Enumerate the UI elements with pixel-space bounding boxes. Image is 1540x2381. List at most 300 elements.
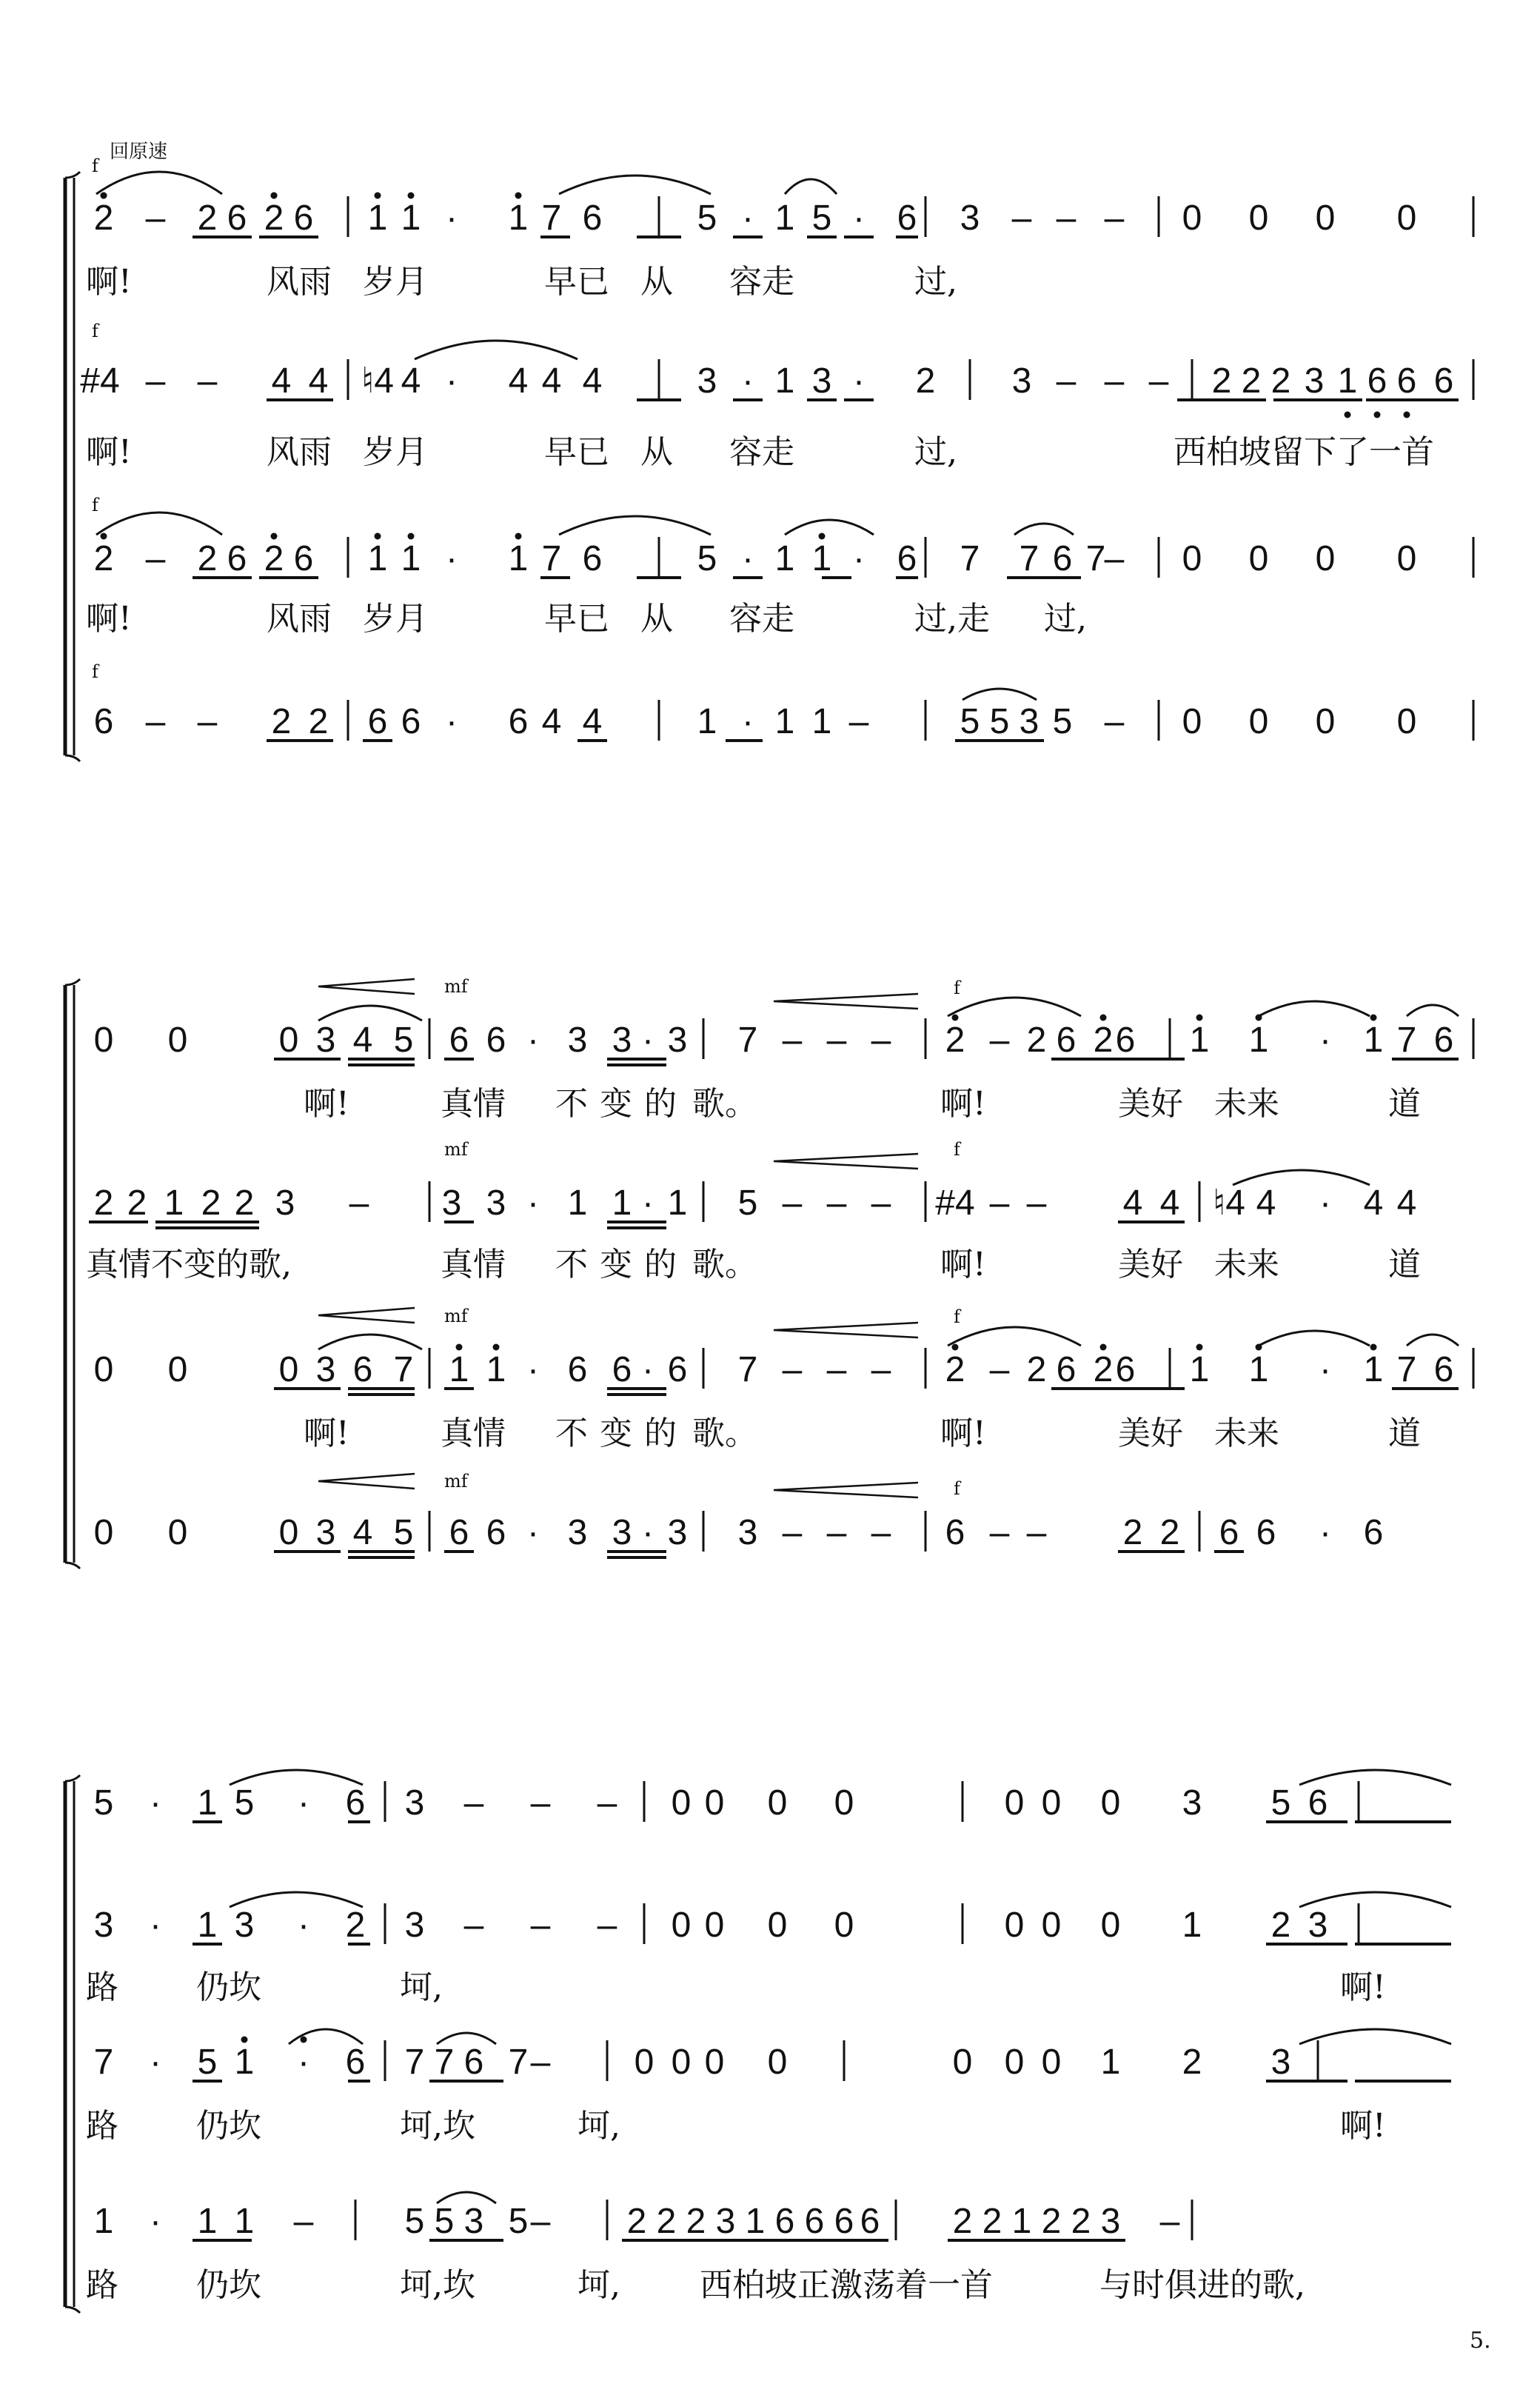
jianpu-note: – <box>871 1183 891 1223</box>
jianpu-note: 7 <box>93 2043 114 2082</box>
jianpu-note: 1 <box>93 2202 114 2241</box>
jianpu-note: 5 <box>197 2043 218 2082</box>
jianpu-note: 1 <box>1100 2043 1121 2082</box>
jianpu-note: 6 <box>945 1513 965 1552</box>
lyric-text: 啊! <box>940 1246 986 1283</box>
octave-dot <box>515 193 522 199</box>
jianpu-note: 6 <box>227 198 247 238</box>
jianpu-note: – <box>145 198 166 238</box>
jianpu-note: – <box>826 1513 847 1552</box>
jianpu-note: 3 <box>1308 1906 1328 1945</box>
dynamic-mark: f <box>92 156 98 176</box>
jianpu-note: · <box>446 702 458 741</box>
jianpu-note: 5 <box>93 1783 114 1823</box>
jianpu-note: 1 <box>1337 361 1358 401</box>
jianpu-note: 2 <box>626 2202 647 2241</box>
jianpu-note: 3 <box>960 198 980 238</box>
jianpu-note: 1 <box>197 2202 218 2241</box>
jianpu-note: 3 <box>1019 702 1040 741</box>
jianpu-note: 1 <box>612 1183 632 1223</box>
jianpu-note: 0 <box>278 1021 299 1060</box>
jianpu-note: 5 <box>989 702 1010 741</box>
lyric-text: 美好 <box>1118 1085 1183 1123</box>
lyric-text: 路 <box>86 2266 118 2304</box>
jianpu-note: 0 <box>952 2043 973 2082</box>
slur-arc <box>962 689 1037 700</box>
jianpu-note: 4 <box>1256 1183 1276 1223</box>
lyric-text: 早已 <box>544 433 609 471</box>
jianpu-note: 3 <box>1182 1783 1202 1823</box>
jianpu-note: 1 <box>697 702 717 741</box>
jianpu-note: 1 <box>1248 1021 1269 1060</box>
lyric-text: 啊! <box>1340 1968 1386 2006</box>
jianpu-note: – <box>145 702 166 741</box>
jianpu-note: 6 <box>667 1350 688 1389</box>
slur-arc <box>785 179 837 194</box>
jianpu-note: – <box>782 1513 803 1552</box>
jianpu-note: 1 <box>234 2202 255 2241</box>
jianpu-note: 0 <box>1315 198 1336 238</box>
octave-dot <box>952 1015 959 1021</box>
jianpu-note: – <box>349 1183 369 1223</box>
jianpu-note: 4 <box>1122 1183 1143 1223</box>
slur-arc <box>559 176 711 194</box>
lyric-text: 啊! <box>940 1085 986 1123</box>
dynamic-mark: f <box>954 1139 960 1160</box>
lyric-text: 坷, <box>578 2107 620 2145</box>
jianpu-note: · <box>150 2202 161 2241</box>
jianpu-note: · <box>298 1906 309 1945</box>
jianpu-note: 1 <box>486 1350 506 1389</box>
slur-arc <box>1299 1892 1451 1907</box>
lyric-text: 岁月 <box>363 600 428 638</box>
jianpu-note: 6 <box>897 198 917 238</box>
octave-dot <box>301 2037 307 2043</box>
jianpu-note: 3 <box>1011 361 1032 401</box>
lyric-text: 未来 <box>1214 1246 1279 1283</box>
lyric-text: 坷, <box>400 1968 443 2006</box>
lyric-text: 西柏坡正激荡着一首 <box>700 2266 993 2304</box>
jianpu-note: 1 <box>1189 1021 1210 1060</box>
jianpu-note: 3 <box>93 1906 114 1945</box>
jianpu-note: 4 <box>352 1513 373 1552</box>
jianpu-note: 2 <box>982 2202 1002 2241</box>
jianpu-note: 4 <box>1363 1183 1384 1223</box>
jianpu-note: 1 <box>667 1183 688 1223</box>
jianpu-note: – <box>1056 361 1077 401</box>
jianpu-note: 7 <box>393 1350 414 1389</box>
jianpu-note: 4 <box>1159 1183 1180 1223</box>
jianpu-note: 2 <box>1122 1513 1143 1552</box>
jianpu-note: 6 <box>367 702 388 741</box>
lyric-text: 啊! <box>1340 2107 1386 2145</box>
jianpu-note: 3 <box>667 1021 688 1060</box>
jianpu-note: 1 <box>774 702 795 741</box>
jianpu-note: · <box>742 361 754 401</box>
jianpu-note: 4 <box>352 1021 373 1060</box>
jianpu-note: 6 <box>1115 1350 1136 1389</box>
jianpu-note: 2 <box>197 198 218 238</box>
jianpu-note: 6 <box>401 702 421 741</box>
jianpu-note: 6 <box>345 1783 366 1823</box>
jianpu-note: 5 <box>811 198 832 238</box>
jianpu-note: 6 <box>612 1350 632 1389</box>
jianpu-note: 6 <box>567 1350 588 1389</box>
jianpu-note: 7 <box>1396 1350 1417 1389</box>
jianpu-note: – <box>871 1513 891 1552</box>
lyric-text: 真情 <box>441 1246 506 1283</box>
dynamic-mark: f <box>954 978 960 998</box>
jianpu-note: 6 <box>1056 1021 1077 1060</box>
jianpu-note: – <box>145 539 166 578</box>
lyric-text: 仍坎 <box>196 2266 261 2304</box>
jianpu-note: – <box>1104 361 1125 401</box>
jianpu-note: 6 <box>1433 361 1454 401</box>
jianpu-note: 1 <box>1363 1350 1384 1389</box>
jianpu-note: 0 <box>1100 1783 1121 1823</box>
jianpu-note: – <box>597 1906 617 1945</box>
slur-arc <box>1014 524 1074 535</box>
jianpu-note: 6 <box>352 1350 373 1389</box>
jianpu-note: 0 <box>1315 539 1336 578</box>
jianpu-note: 3 <box>612 1513 632 1552</box>
jianpu-note: 0 <box>1396 198 1417 238</box>
jianpu-note: 0 <box>767 2043 788 2082</box>
dynamic-mark: f <box>92 321 98 341</box>
jianpu-note: 7 <box>737 1350 758 1389</box>
jianpu-note: 1 <box>508 198 529 238</box>
jianpu-note: 7 <box>541 539 562 578</box>
jianpu-note: 7 <box>404 2043 425 2082</box>
jianpu-note: 1 <box>745 2202 766 2241</box>
lyric-text: 容走 <box>729 433 794 471</box>
jianpu-note: 5 <box>393 1021 414 1060</box>
bracket-hook <box>65 2307 80 2313</box>
dynamic-mark: mf <box>444 1471 468 1492</box>
jianpu-note: 0 <box>1041 2043 1062 2082</box>
jianpu-note: 1 <box>774 198 795 238</box>
jianpu-note: – <box>530 2043 551 2082</box>
jianpu-note: 6 <box>774 2202 795 2241</box>
jianpu-note: 2 <box>264 198 284 238</box>
jianpu-note: 0 <box>671 1906 692 1945</box>
jianpu-note: 7 <box>434 2043 455 2082</box>
jianpu-note: 2 <box>1071 2202 1091 2241</box>
jianpu-note: 2 <box>201 1183 221 1223</box>
jianpu-note: 0 <box>93 1350 114 1389</box>
jianpu-note: 7 <box>508 2043 529 2082</box>
jianpu-note: 2 <box>1041 2202 1062 2241</box>
jianpu-note: 1 <box>811 702 832 741</box>
jianpu-note: – <box>463 1906 484 1945</box>
jianpu-note: 0 <box>767 1783 788 1823</box>
octave-dot <box>1404 412 1410 418</box>
jianpu-note: 1 <box>1363 1021 1384 1060</box>
jianpu-note: – <box>530 1783 551 1823</box>
dynamic-mark: mf <box>444 976 468 997</box>
lyric-text: 路 <box>86 2107 118 2145</box>
jianpu-note: – <box>463 1783 484 1823</box>
dynamic-mark: f <box>92 661 98 682</box>
dynamic-mark: f <box>954 1478 960 1499</box>
lyric-text: 过, <box>914 433 957 471</box>
lyric-text: 歌。 <box>692 1415 757 1452</box>
jianpu-note: 3 <box>612 1021 632 1060</box>
jianpu-note: – <box>826 1183 847 1223</box>
jianpu-note: 0 <box>1396 702 1417 741</box>
jianpu-note: – <box>989 1021 1010 1060</box>
jianpu-note: – <box>782 1183 803 1223</box>
dynamic-mark: f <box>954 1306 960 1327</box>
jianpu-note: 2 <box>1026 1350 1047 1389</box>
slur-arc <box>559 516 711 535</box>
lyric-text: 与时俱进的歌, <box>1099 2266 1305 2304</box>
jianpu-note: 0 <box>1041 1906 1062 1945</box>
jianpu-note: 2 <box>93 198 114 238</box>
octave-dot <box>271 193 278 199</box>
jianpu-note: 5 <box>404 2202 425 2241</box>
jianpu-note: 5 <box>434 2202 455 2241</box>
lyric-text: 容走 <box>729 263 794 301</box>
jianpu-note: · <box>446 539 458 578</box>
lyric-text: 道 <box>1388 1415 1421 1452</box>
jianpu-note: 6 <box>1367 361 1387 401</box>
jianpu-note: 2 <box>1211 361 1232 401</box>
lyric-text: 歌。 <box>692 1085 757 1123</box>
lyric-text: 变 <box>600 1246 632 1283</box>
jianpu-note: – <box>1104 198 1125 238</box>
jianpu-note: 7 <box>541 198 562 238</box>
slur-arc <box>1407 1335 1459 1346</box>
octave-dot <box>1196 1015 1203 1021</box>
octave-dot <box>1370 1344 1377 1351</box>
lyric-text: 道 <box>1388 1085 1421 1123</box>
jianpu-note: 6 <box>834 2202 854 2241</box>
jianpu-note: 4 <box>541 361 562 401</box>
jianpu-note: 0 <box>1248 702 1269 741</box>
jianpu-note: 6 <box>582 539 603 578</box>
bracket-hook <box>65 1775 80 1781</box>
jianpu-note: 2 <box>1159 1513 1180 1552</box>
slur-arc <box>1299 1770 1451 1785</box>
jianpu-note: – <box>989 1350 1010 1389</box>
slur-arc <box>318 1006 422 1021</box>
jianpu-note: · <box>150 1783 161 1823</box>
lyric-text: 从 <box>640 600 673 638</box>
jianpu-note: 7 <box>960 539 980 578</box>
lyric-text: 不 <box>555 1085 588 1123</box>
jianpu-note: 6 <box>1056 1350 1077 1389</box>
jianpu-note: 2 <box>93 1183 114 1223</box>
jianpu-note: · <box>150 2043 161 2082</box>
jianpu-note: 2 <box>1270 1906 1291 1945</box>
jianpu-note: 2 <box>945 1350 965 1389</box>
jianpu-note: · <box>1319 1183 1331 1223</box>
slur-arc <box>1299 2029 1451 2044</box>
jianpu-note: 4 <box>508 361 529 401</box>
jianpu-note: 2 <box>656 2202 677 2241</box>
jianpu-note: 6 <box>93 702 114 741</box>
slur-arc <box>415 341 578 359</box>
lyric-text: 从 <box>640 263 673 301</box>
jianpu-note: 5 <box>393 1513 414 1552</box>
jianpu-note: · <box>1319 1513 1331 1552</box>
jianpu-note: 3 <box>441 1183 462 1223</box>
crescendo-hairpin <box>774 1483 918 1497</box>
jianpu-note: 0 <box>1100 1906 1121 1945</box>
lyric-text: 坷,坎 <box>400 2107 475 2145</box>
jianpu-note: 6 <box>1308 1783 1328 1823</box>
jianpu-note: 2 <box>952 2202 973 2241</box>
lyric-text: 真情不变的歌, <box>86 1246 292 1283</box>
jianpu-note: · <box>527 1513 539 1552</box>
jianpu-note: 0 <box>1182 539 1202 578</box>
jianpu-note: 6 <box>486 1021 506 1060</box>
slur-arc <box>1259 1331 1370 1346</box>
jianpu-note: 2 <box>1093 1021 1114 1060</box>
jianpu-note: – <box>293 2202 314 2241</box>
octave-dot <box>456 1344 463 1351</box>
lyric-text: 美好 <box>1118 1415 1183 1452</box>
lyric-text: 过,走 <box>914 600 990 638</box>
jianpu-note: · <box>298 1783 309 1823</box>
jianpu-note: 6 <box>1115 1021 1136 1060</box>
jianpu-note: · <box>742 702 754 741</box>
lyric-text: 美好 <box>1118 1246 1183 1283</box>
slur-arc <box>230 1770 363 1785</box>
jianpu-note: 0 <box>634 2043 654 2082</box>
jianpu-note: 3 <box>811 361 832 401</box>
jianpu-note: – <box>530 1906 551 1945</box>
jianpu-note: 0 <box>93 1021 114 1060</box>
octave-dot <box>952 1344 959 1351</box>
jianpu-note: 1 <box>367 539 388 578</box>
jianpu-note: · <box>446 198 458 238</box>
jianpu-note: 6 <box>1052 539 1073 578</box>
jianpu-note: – <box>1159 2202 1180 2241</box>
jianpu-note: – <box>826 1021 847 1060</box>
jianpu-note: 6 <box>804 2202 825 2241</box>
jianpu-note: 0 <box>834 1783 854 1823</box>
jianpu-note: 1 <box>401 539 421 578</box>
lyric-text: 岁月 <box>363 263 428 301</box>
jianpu-note: 1 <box>367 198 388 238</box>
lyric-text: 风雨 <box>267 433 332 471</box>
octave-dot <box>493 1344 500 1351</box>
lyric-text: 的 <box>644 1085 677 1123</box>
jianpu-note: 0 <box>1248 198 1269 238</box>
jianpu-note: 4 <box>1396 1183 1417 1223</box>
jianpu-note: 0 <box>1396 539 1417 578</box>
slur-arc <box>1259 1001 1370 1016</box>
page-number: 5. <box>1470 2328 1491 2354</box>
jianpu-note: – <box>782 1350 803 1389</box>
jianpu-note: 6 <box>1396 361 1417 401</box>
lyric-text: 不 <box>555 1415 588 1452</box>
jianpu-note: · <box>527 1350 539 1389</box>
slur-arc <box>948 1327 1081 1346</box>
octave-dot <box>101 193 107 199</box>
jianpu-note: 1 <box>234 2043 255 2082</box>
jianpu-note: 1 <box>401 198 421 238</box>
jianpu-note: 0 <box>1182 702 1202 741</box>
jianpu-note: 4 <box>401 361 421 401</box>
jianpu-note: 0 <box>1182 198 1202 238</box>
jianpu-note: 2 <box>686 2202 706 2241</box>
jianpu-note: 0 <box>167 1350 188 1389</box>
jianpu-note: 1 <box>449 1350 469 1389</box>
lyric-text: 早已 <box>544 600 609 638</box>
jianpu-note: 6 <box>508 702 529 741</box>
jianpu-note: 5 <box>697 539 717 578</box>
jianpu-note: – <box>782 1021 803 1060</box>
jianpu-note: 3 <box>567 1513 588 1552</box>
jianpu-note: · <box>446 361 458 401</box>
jianpu-note: 0 <box>767 1906 788 1945</box>
slur-arc <box>230 1892 363 1907</box>
slur-arc <box>1233 1170 1370 1185</box>
jianpu-note: 6 <box>897 539 917 578</box>
jianpu-note: 5 <box>508 2202 529 2241</box>
lyric-text: 西柏坡留下了一首 <box>1174 433 1434 471</box>
jianpu-note: 7 <box>737 1021 758 1060</box>
jianpu-note: 3 <box>1100 2202 1121 2241</box>
jianpu-note: 6 <box>463 2043 484 2082</box>
crescendo-hairpin <box>318 979 415 994</box>
jianpu-note: 5 <box>1270 1783 1291 1823</box>
jianpu-note: 6 <box>227 539 247 578</box>
jianpu-note: · <box>527 1021 539 1060</box>
jianpu-note: – <box>826 1350 847 1389</box>
lyric-text: 未来 <box>1214 1085 1279 1123</box>
jianpu-note: 2 <box>93 539 114 578</box>
lyric-text: 未来 <box>1214 1415 1279 1452</box>
jianpu-note: 2 <box>1026 1021 1047 1060</box>
jianpu-note: 0 <box>834 1906 854 1945</box>
jianpu-note: 6 <box>293 539 314 578</box>
jianpu-note: · <box>853 539 865 578</box>
bracket-hook <box>65 1563 80 1569</box>
dynamic-mark: f <box>92 495 98 515</box>
jianpu-note: 6 <box>860 2202 880 2241</box>
bracket-hook <box>65 755 80 761</box>
jianpu-note: 6 <box>449 1513 469 1552</box>
octave-dot <box>375 533 381 540</box>
jianpu-note: 5 <box>234 1783 255 1823</box>
jianpu-note: · <box>527 1183 539 1223</box>
octave-dot <box>1100 1015 1107 1021</box>
jianpu-note: 5 <box>697 198 717 238</box>
jianpu-note: ♮4 <box>361 361 394 401</box>
jianpu-note: – <box>530 2202 551 2241</box>
jianpu-note: · <box>742 539 754 578</box>
jianpu-note: 7 <box>1085 539 1106 578</box>
jianpu-note: – <box>1148 361 1169 401</box>
lyric-text: 从 <box>640 433 673 471</box>
slur-arc <box>318 1335 422 1349</box>
jianpu-note: 0 <box>1004 1906 1025 1945</box>
bracket-hook <box>65 172 80 178</box>
jianpu-note: · <box>1319 1021 1331 1060</box>
octave-dot <box>101 533 107 540</box>
jianpu-note: · <box>298 2043 309 2082</box>
octave-dot <box>1196 1344 1203 1351</box>
jianpu-note: 6 <box>1256 1513 1276 1552</box>
jianpu-note: 3 <box>715 2202 736 2241</box>
jianpu-note: 0 <box>704 1783 725 1823</box>
jianpu-note: 7 <box>1019 539 1040 578</box>
jianpu-note: 5 <box>737 1183 758 1223</box>
